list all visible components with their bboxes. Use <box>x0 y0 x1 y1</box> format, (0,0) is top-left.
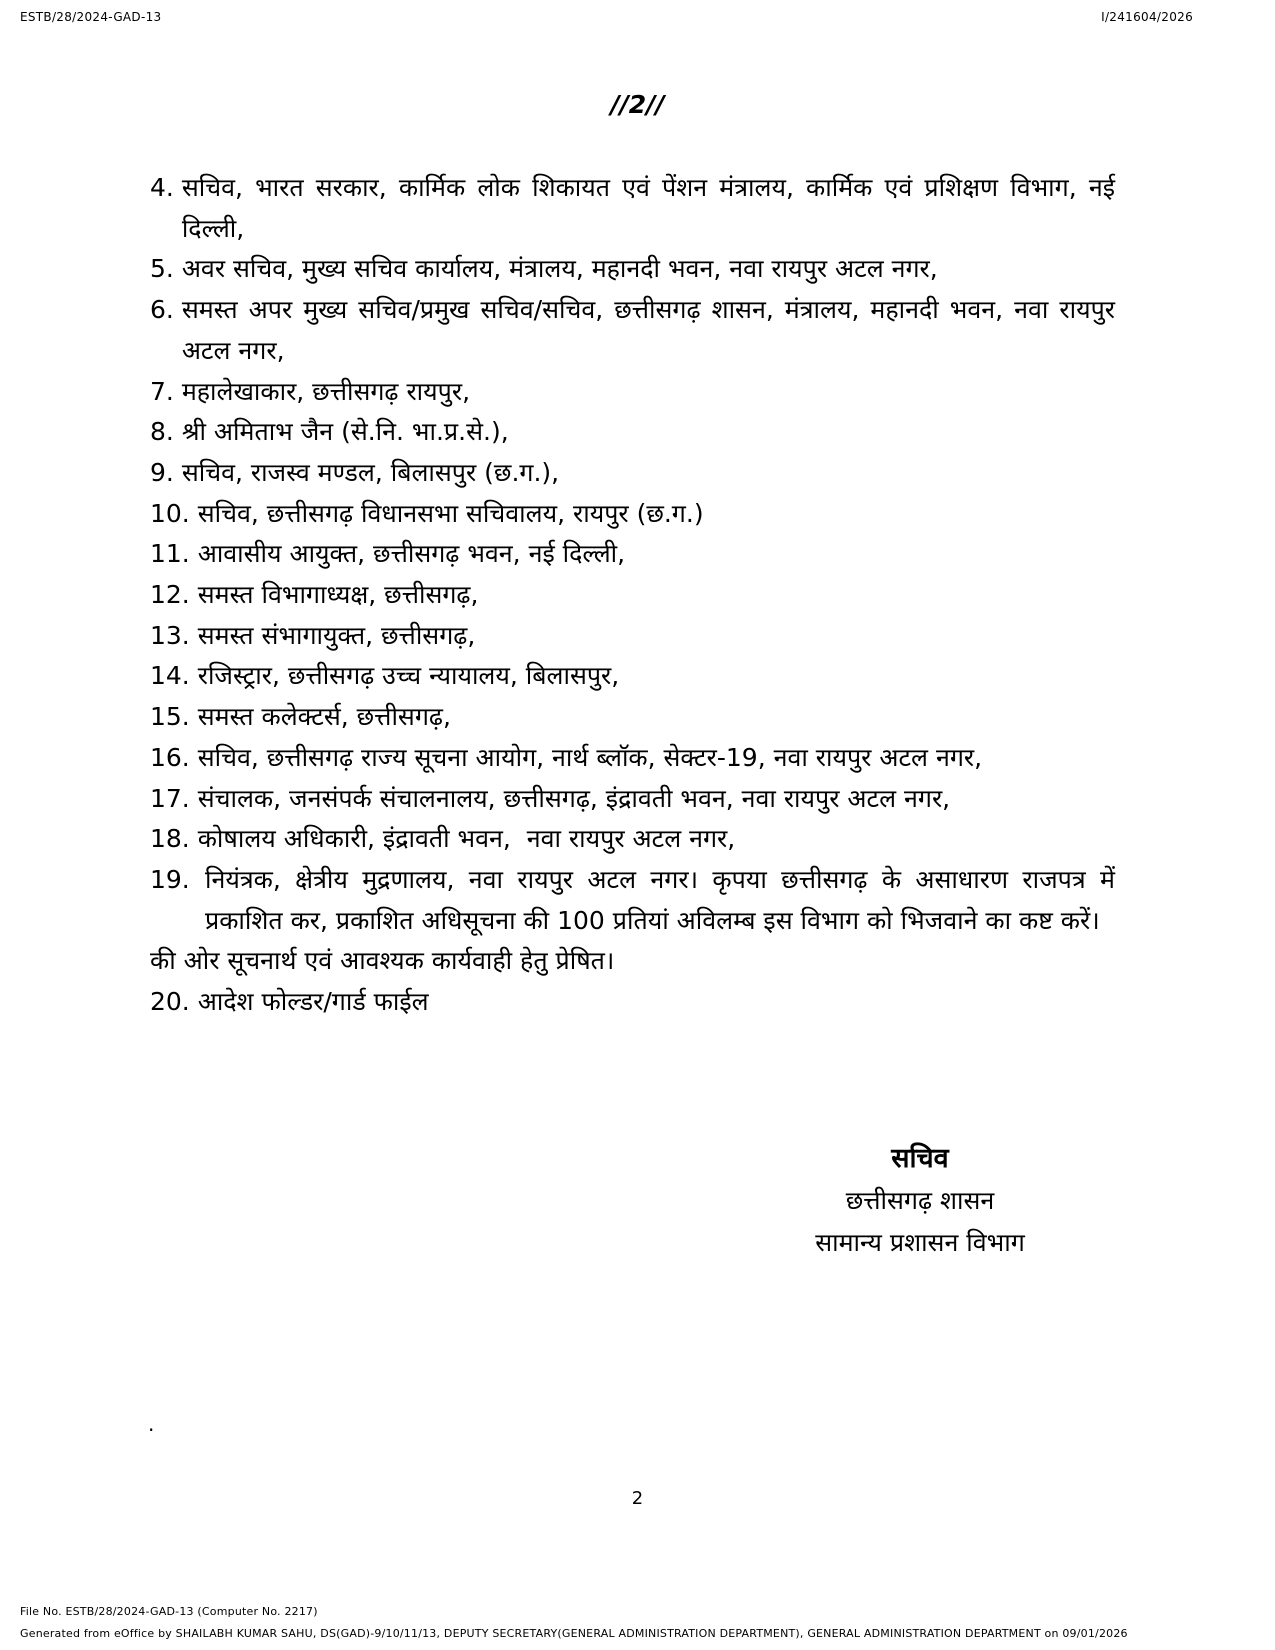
recipient-item-13 <box>150 616 1115 657</box>
recipient-item-6 <box>150 290 1115 371</box>
recipient-item-12 <box>150 575 1115 616</box>
page-marker: //2// <box>610 90 665 119</box>
recipient-item-11 <box>150 534 1115 575</box>
recipient-text: आदेश फोल्डर/गार्ड फाईल <box>197 987 429 1017</box>
recipient-text: संचालक, जनसंपर्क संचालनालय, छत्तीसगढ़, इंद्रावती भवन, नवा रायपुर अटल नगर, <box>197 783 951 813</box>
recipient-number: 11. <box>150 539 190 569</box>
recipient-number: 4. <box>150 173 174 202</box>
recipient-text: कोषालय अधिकारी, इंद्रावती भवन, नवा रायपुर अटल नगर, <box>197 824 736 854</box>
recipient-item-8 <box>150 412 1115 453</box>
recipient-text: समस्त कलेक्टर्स, छत्तीसगढ़, <box>197 702 451 732</box>
recipient-text: अवर सचिव, मुख्य सचिव कार्यालय, मंत्रालय, महानदी भवन, नवा रायपुर अटल नगर, <box>181 254 938 284</box>
file-reference: ESTB/28/2024-GAD-13 <box>20 10 162 24</box>
recipient-text: समस्त संभागायुक्त, छत्तीसगढ़, <box>197 620 476 650</box>
signatory-title: सचिव <box>891 1143 949 1174</box>
recipient-text: सचिव, छत्तीसगढ़ विधानसभा सचिवालय, रायपुर (छ.ग.) <box>197 498 704 528</box>
recipient-number: 12. <box>150 580 190 610</box>
recipient-list <box>150 168 1115 1023</box>
recipient-item-14 <box>150 656 1115 697</box>
recipient-text: नियंत्रक, क्षेत्रीय मुद्रणालय, नवा रायपुर अटल नगर। कृपया छत्तीसगढ़ के असाधारण राजपत्र में प्रकाशित कर, प्रकाशित अधिसूचना की 100 प्रतियां अविलम्ब इस विभाग को भिजवाने का कष्ट करें। <box>205 864 1115 935</box>
signatory-department: सामान्य प्रशासन विभाग <box>815 1228 1025 1257</box>
footer-generated-line: Generated from eOffice by SHAILABH KUMAR SAHU, DS(GAD)-9/10/11/13, DEPUTY SECRETARY(GENERAL ADMINISTRATION DEPARTMENT), GENERAL ADMINISTRATION DEPARTMENT on 09/01/2026 <box>20 1627 1128 1640</box>
recipient-number: 10. <box>150 498 190 528</box>
recipient-item-15 <box>150 697 1115 738</box>
recipient-number: 20. <box>150 987 190 1017</box>
recipient-item-9 <box>150 453 1115 494</box>
recipient-item-18 <box>150 819 1115 860</box>
recipient-number: 6. <box>150 295 174 325</box>
recipient-number: 7. <box>150 376 174 406</box>
signatory-government: छत्तीसगढ़ शासन <box>845 1186 995 1215</box>
recipient-item-19 <box>150 860 1115 941</box>
recipient-number: 5. <box>150 254 174 284</box>
recipient-text: महालेखाकार, छत्तीसगढ़ रायपुर, <box>181 376 471 406</box>
recipient-text: समस्त अपर मुख्य सचिव/प्रमुख सचिव/सचिव, छत्तीसगढ़ शासन, मंत्रालय, महानदी भवन, नवा रायपुर अटल नगर, <box>181 295 1115 365</box>
recipient-number: 13. <box>150 620 190 650</box>
recipient-item-10 <box>150 494 1115 535</box>
signature-block <box>770 1138 1070 1264</box>
recipient-text: सचिव, भारत सरकार, कार्मिक लोक शिकायत एवं पेंशन मंत्रालय, कार्मिक एवं प्रशिक्षण विभाग, नई दिल्ली, <box>181 173 1115 243</box>
closing-line: की ओर सूचनार्थ एवं आवश्यक कार्यवाही हेतु प्रेषित। <box>150 946 615 976</box>
page-number: 2 <box>631 1488 644 1509</box>
recipient-item-17 <box>150 779 1115 820</box>
recipient-number: 17. <box>150 783 190 813</box>
recipient-item-7 <box>150 372 1115 413</box>
dot-mark: . <box>148 1412 155 1436</box>
recipient-item-4 <box>150 168 1115 249</box>
receipt-reference: I/241604/2026 <box>1101 10 1193 24</box>
recipient-text: सचिव, राजस्व मण्डल, बिलासपुर (छ.ग.), <box>181 457 560 487</box>
footer-file-line: File No. ESTB/28/2024-GAD-13 (Computer No. 2217) <box>20 1605 318 1618</box>
recipient-number: 15. <box>150 702 190 732</box>
recipient-item-16 <box>150 738 1115 779</box>
recipient-number: 9. <box>150 457 174 487</box>
recipient-number: 16. <box>150 742 190 772</box>
recipient-number: 18. <box>150 824 190 854</box>
recipient-number: 8. <box>150 417 174 447</box>
recipient-text: सचिव, छत्तीसगढ़ राज्य सूचना आयोग, नार्थ ब्लॉक, सेक्टर-19, नवा रायपुर अटल नगर, <box>197 742 983 772</box>
recipient-text: रजिस्ट्रार, छत्तीसगढ़ उच्च न्यायालय, बिलासपुर, <box>197 661 620 691</box>
recipient-text: आवासीय आयुक्त, छत्तीसगढ़ भवन, नई दिल्ली, <box>197 539 626 569</box>
recipient-text: श्री अमिताभ जैन (से.नि. भा.प्र.से.), <box>181 417 509 447</box>
recipient-number: 14. <box>150 661 190 691</box>
recipient-item-5 <box>150 249 1115 290</box>
recipient-number: 19. <box>150 864 190 894</box>
recipient-text: समस्त विभागाध्यक्ष, छत्तीसगढ़, <box>197 580 479 610</box>
recipient-item-20 <box>150 982 1115 1023</box>
